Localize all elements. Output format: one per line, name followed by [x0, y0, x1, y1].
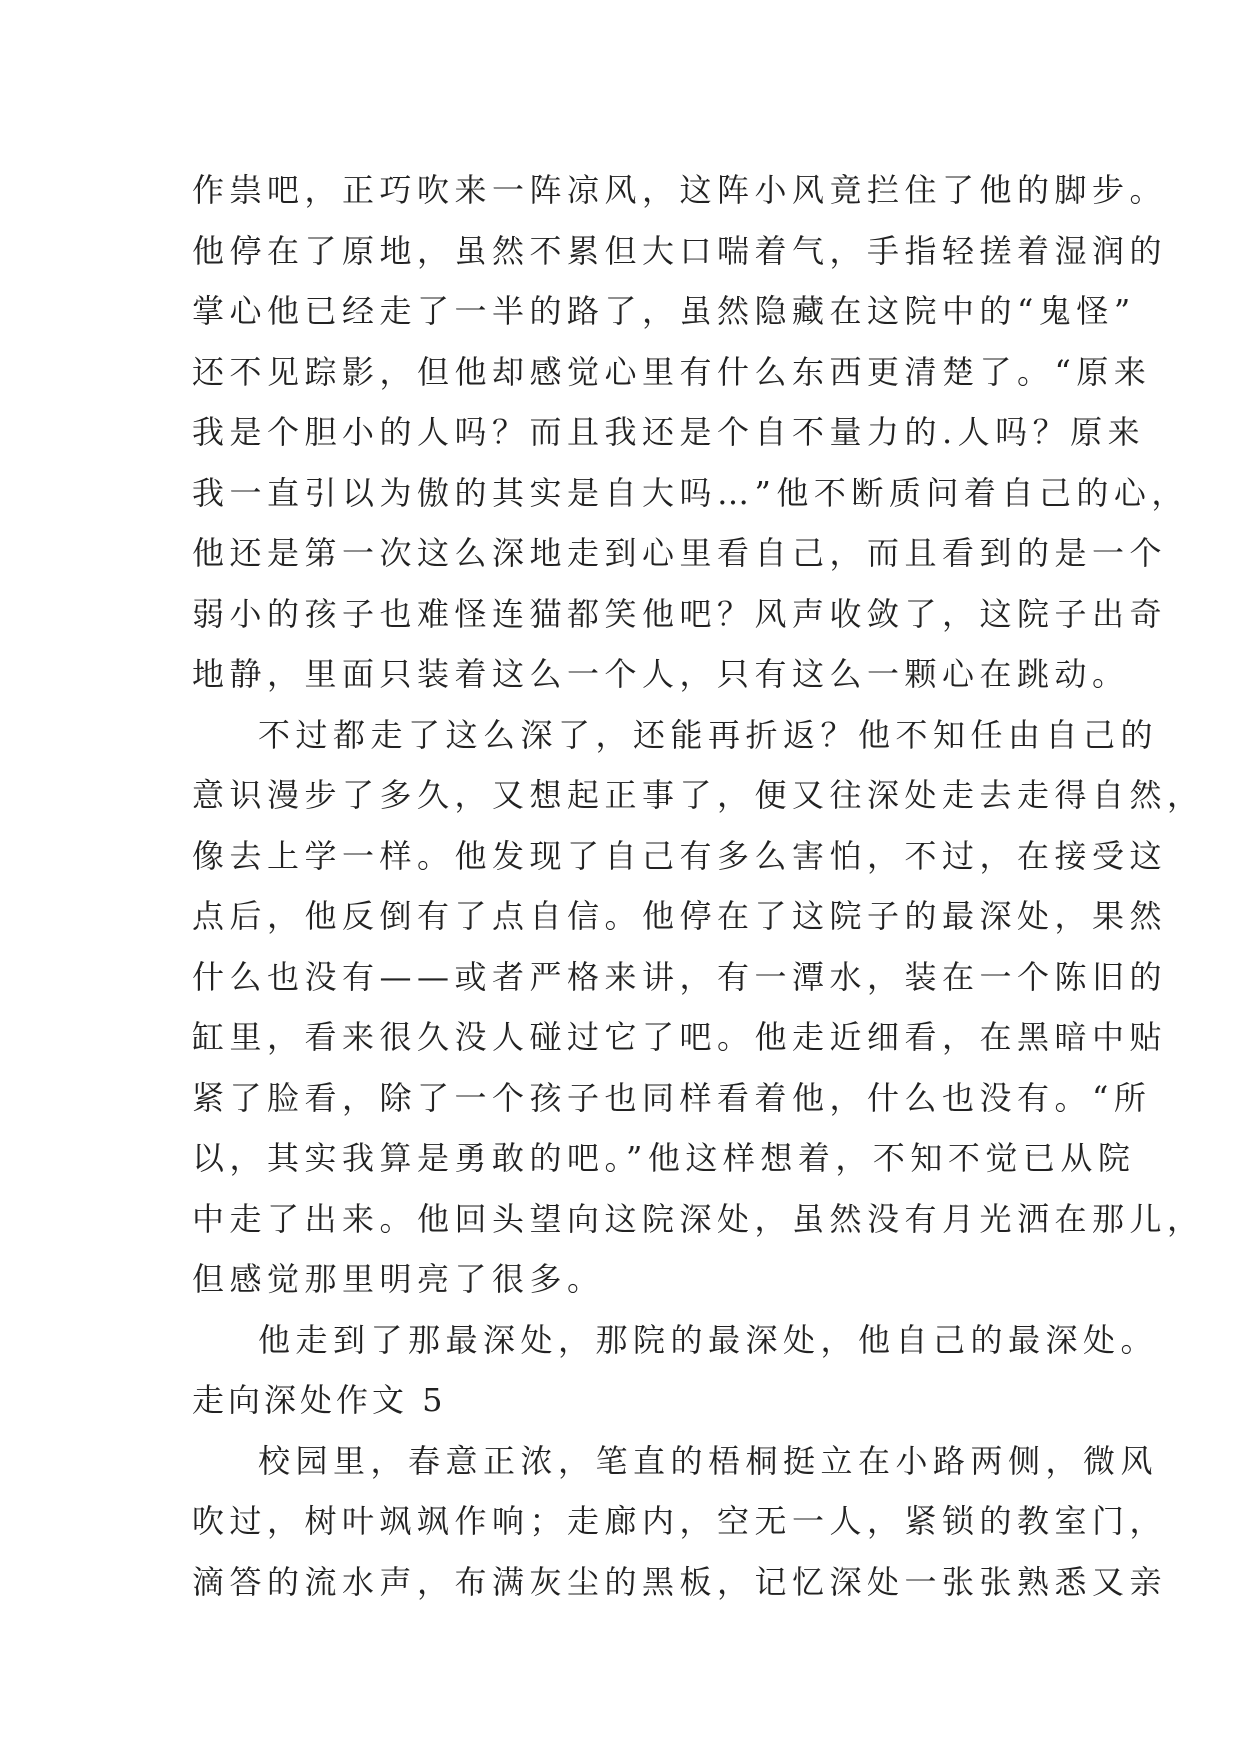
- body-line: 点后，他反倒有了点自信。他停在了这院子的最深处，果然: [192, 897, 1168, 935]
- body-line: 作祟吧，正巧吹来一阵凉风，这阵小风竟拦住了他的脚步。: [192, 171, 1168, 209]
- body-line: 他还是第一次这么深地走到心里看自己，而且看到的是一个: [192, 534, 1168, 572]
- body-line: 他停在了原地，虽然不累但大口喘着气，手指轻搓着湿润的: [192, 231, 1168, 270]
- paragraph-first-line: 他走到了那最深处，那院的最深处，他自己的最深处。: [258, 1320, 1159, 1359]
- paragraph-first-line: 校园里，春意正浓，笔直的梧桐挺立在小路两侧，微风: [258, 1441, 1159, 1480]
- body-line: 还不见踪影，但他却感觉心里有什么东西更清楚了。“原来: [192, 352, 1152, 391]
- body-line: 但感觉那里明亮了很多。: [192, 1260, 605, 1298]
- paragraph-first-line: 不过都走了这么深了，还能再折返？他不知任由自己的: [258, 715, 1159, 754]
- body-line: 弱小的孩子也难怪连猫都笑他吧？风声收敛了，这院子出奇: [192, 594, 1168, 633]
- body-line: 我是个胆小的人吗？而且我还是个自不量力的.人吗？原来: [192, 413, 1146, 451]
- body-line: 中走了出来。他回头望向这院深处，虽然没有月光洒在那儿，: [192, 1199, 1205, 1238]
- body-line: 像去上学一样。他发现了自己有多么害怕，不过，在接受这: [192, 836, 1168, 875]
- body-line: 紧了脸看，除了一个孩子也同样看着他，什么也没有。“所: [192, 1078, 1152, 1117]
- body-line: 吹过，树叶飒飒作响；走廊内，空无一人，紧锁的教室门，: [192, 1502, 1168, 1540]
- body-line: 什么也没有——或者严格来讲，有一潭水，装在一个陈旧的: [192, 957, 1168, 996]
- body-line: 我一直引以为傲的其实是自大吗…”他不断质问着自己的心，: [192, 473, 1189, 512]
- body-line: 地静，里面只装着这么一个人，只有这么一颗心在跳动。: [192, 655, 1130, 693]
- body-line: 滴答的流水声，布满灰尘的黑板，记忆深处一张张熟悉又亲: [192, 1562, 1168, 1601]
- body-line: 缸里，看来很久没人碰过它了吧。他走近细看，在黑暗中贴: [192, 1018, 1168, 1056]
- body-line: 以，其实我算是勇敢的吧。”他这样想着，不知不觉已从院: [192, 1139, 1136, 1177]
- document-body: [192, 160, 1205, 1612]
- section-heading: 走向深处作文 5: [192, 1381, 447, 1419]
- body-line: 意识漫步了多久，又想起正事了，便又往深处走去走得自然，: [192, 776, 1205, 814]
- body-line: 掌心他已经走了一半的路了，虽然隐藏在这院中的“鬼怪”: [192, 292, 1136, 330]
